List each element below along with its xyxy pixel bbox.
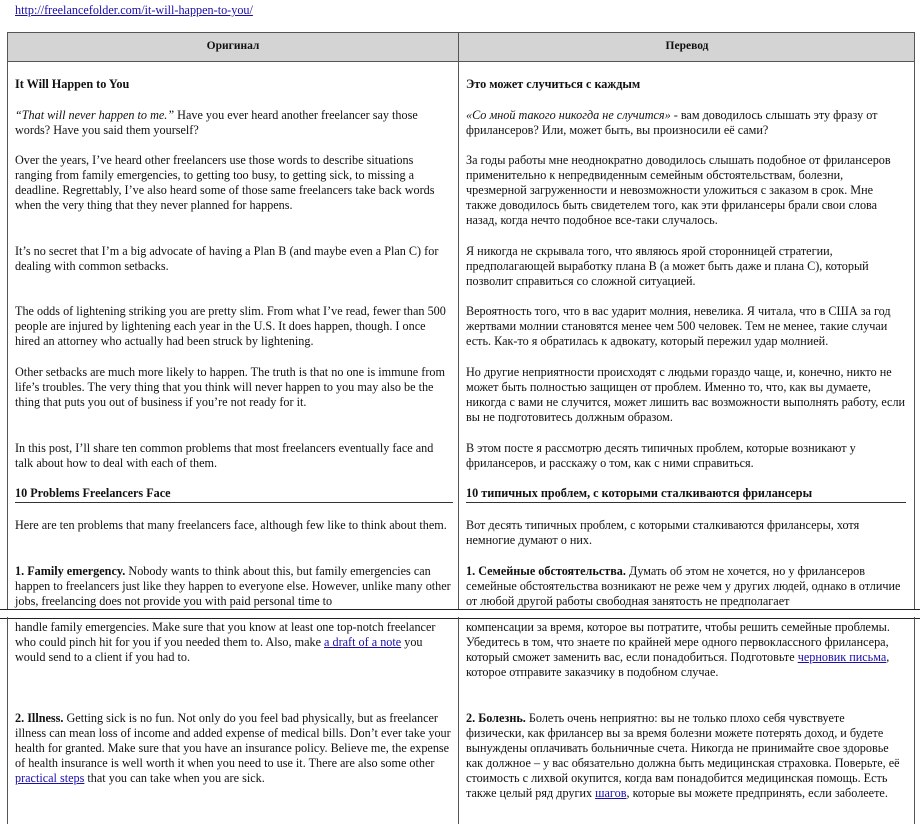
left-p5: Other setbacks are much more likely to happen. The truth is that no one is immune from life’s troubles. The very thing that you think will never happen to you may also be the thing that puts you out of business if you’re not ready for it. [15, 365, 445, 409]
left-h2: 10 Problems Freelancers Face [15, 486, 453, 503]
left-item1-cont: handle family emergencies. Make sure that you know at least one top-notch freelancer who could pinch hit for you if you needed them to. Also, make a draft of a note you would send to a client if you had to. [15, 620, 436, 664]
column-divider-2 [458, 617, 459, 824]
steps-link[interactable]: шагов [595, 786, 627, 800]
left-p2: Over the years, I’ve heard other freelancers use those words to describe situations ranging from family emergencies, to getting too busy, to getting sick, to missing a deadline. Regrettably, I’ve also heard some of those same freelancers take back words when the very thing that they never planned for happens. [15, 153, 435, 212]
draft-letter-link[interactable]: черновик письма [797, 650, 887, 664]
right-p2: За годы работы мне неоднократно доводилось слышать подобное от фрилансеров применительно к непредвиденным семейным обстоятельствам, болезни, чрезмерной загруженности и невозможности уложиться с заказом в срок. Мне также доводилось быть свидетелем того, как эти фрилансеры брали свои слова назад, когда нечто подобное все-таки случалось. [466, 153, 891, 227]
right-p1: «Со мной такого никогда не случится» - вам доводилось слышать эту фразу от фрилансеров? Или, может быть, вы произносили её сами? [466, 108, 878, 137]
left-item1: 1. Family emergency. Nobody wants to think about this, but family emergencies can happen to freelancers just like they happen to everyone else. However, unlike many other jobs, freelancing does not provide you with paid personal time to [15, 564, 451, 608]
right-p4: Вероятность того, что в вас ударит молния, невелика. Я читала, что в США за год жертвами молнии становятся менее чем 500 человек. Тем не менее, такие случаи есть. Как-то я обратилась к адвокату, который пережил удар молнией. [466, 304, 891, 348]
left-p1: “That will never happen to me.” Have you ever heard another freelancer say those words? Have you said them yourself? [15, 108, 418, 137]
right-item1-cont: компенсации за время, которое вы потратите, чтобы решить семейные проблемы. Убедитесь в том, что знаете по крайней мере одного первоклассного фрилансера, который сможет заменить вас, если понадобиться. Подготовьте черновик письма, которое отправите заказчику в подобном случае. [466, 620, 890, 679]
right-item2: 2. Болезнь. Болеть очень неприятно: вы не только плохо себя чувствуете физически, как фрилансер вы за время болезни можете потерять доход, и будете вынуждены оплачивать больничные счета. Никогда не принимайте свое здоровье как должное – у вас обязательно должна быть медицинская страховка. Поверьте, её стоимость с лихвой окупится, когда вам понадобится медицинская помощь. Есть также целый ряд других шагов, которые вы можете предпринять, если заболеете. [466, 711, 900, 800]
translation-table-page2 [7, 617, 915, 824]
left-title: It Will Happen to You [15, 77, 130, 91]
right-p3: Я никогда не скрывала того, что являюсь ярой сторонницей стратегии, предполагающей выработку плана B (а может быть даже и плана C), который позволит справиться со сложной ситуацией. [466, 244, 869, 288]
right-p6: В этом посте я рассмотрю десять типичных проблем, которые возникают у фрилансеров, и расскажу о том, как с ними справиться. [466, 441, 856, 470]
table-header [8, 33, 914, 62]
left-p7: Here are ten problems that many freelancers face, although few like to think about them. [15, 518, 447, 532]
left-item2: 2. Illness. Getting sick is no fun. Not only do you feel bad physically, but as freelancer illness can mean loss of income and added expense of medical bills. Don’t ever take your health for granted. Make sure that you have an insurance policy. Believe me, the expense of health insurance is well worth it when you need to use it. There are also some other practical steps that you can take when you are sick. [15, 711, 451, 785]
header-original: Оригинал [206, 40, 260, 52]
right-title: Это может случиться с каждым [466, 77, 641, 91]
right-p7: Вот десять типичных проблем, с которыми сталкиваются фрилансеры, хотя немногие думают о них. [466, 518, 860, 547]
column-divider [458, 33, 459, 609]
right-item1: 1. Семейные обстоятельства. Думать об этом не хочется, но у фрилансеров семейные обстоятельства возникают не реже чем у других людей, однако в отличие от любой другой работы свободная занятость не предполагает [466, 564, 901, 608]
left-p6: In this post, I’ll share ten common problems that most freelancers eventually face and talk about how to deal with each of them. [15, 441, 434, 470]
practical-steps-link[interactable]: practical steps [15, 771, 85, 785]
left-p3: It’s no secret that I’m a big advocate of having a Plan B (and maybe even a Plan C) for dealing with common setbacks. [15, 244, 439, 273]
header-translation: Перевод [665, 40, 709, 52]
right-h2: 10 типичных проблем, с которыми сталкиваются фрилансеры [466, 486, 906, 503]
translation-table-page1 [7, 32, 915, 609]
left-p4: The odds of lightening striking you are pretty slim. From what I’ve read, fewer than 500 people are injured by lightening each year in the U.S. It does happen, though. I once hired an attorney who actually had been struck by lightening. [15, 304, 446, 348]
draft-note-link[interactable]: a draft of a note [324, 635, 402, 649]
source-url-link[interactable]: http://freelancefolder.com/it-will-happen-to-you/ [15, 3, 253, 17]
right-p5: Но другие неприятности происходят с людьми гораздо чаще, и, конечно, никто не может быть полностью защищен от проблем. Именно то, что, как вы думаете, никогда с вами не случится, может лишить вас возможности выполнять работу, если вы не подготовитесь должным образом. [466, 365, 906, 424]
